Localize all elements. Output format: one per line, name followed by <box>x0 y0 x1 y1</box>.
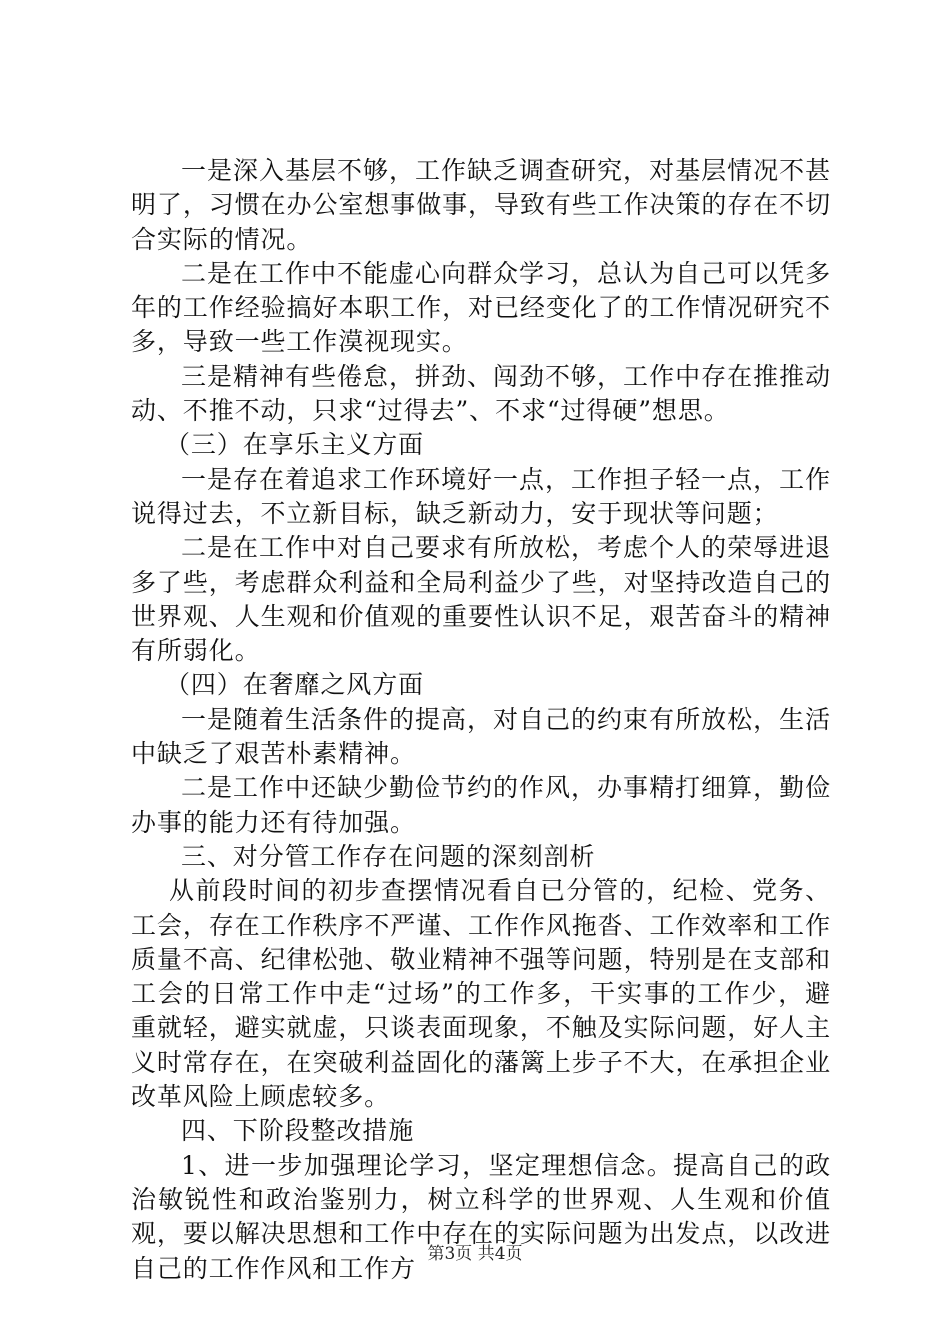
section-heading-measures: 四、下阶段整改措施 <box>181 1116 415 1146</box>
paragraph-point-2: 二是在工作中不能虚心向群众学习，总认为自己可以凭多年的工作经验搞好本职工作，对已经变化了的工作情况研究不多，导致一些工作漠视现实。 <box>131 258 831 357</box>
paragraph-point-1: 一是深入基层不够，工作缺乏调查研究，对基层情况不甚明了，习惯在办公室想事做事，导致有些工作决策的存在不切合实际的情况。 <box>131 156 831 254</box>
paragraph-hedonism-1: 一是存在着追求工作环境好一点，工作担子轻一点，工作说得过去，不立新目标，缺乏新动力，安于现状等问题； <box>131 464 831 528</box>
section-heading-extravagance: （四）在奢靡之风方面 <box>165 670 425 700</box>
paragraph-measure-1: 1、进一步加强理论学习，坚定理想信念。提高自己的政治敏锐性和政治鉴别力，树立科学的世界观、人生观和价值观，要以解决思想和工作中存在的实际问题为出发点，以改进自己的工作作风和工作方 <box>131 1150 831 1283</box>
page-footer: 第3页 共4页 <box>427 1244 523 1264</box>
paragraph-analysis: 从前段时间的初步查摆情况看自已分管的，纪检、党务、工会，存在工作秩序不严谨、工作作风拖沓、工作效率和工作质量不高、纪律松弛、敬业精神不强等问题，特别是在支部和工会的日常工作中走“过场”的工作多，干实事的工作少，避重就轻，避实就虚，只谈表面现象，不触及实际问题，好人主义时常存在，在突破利益固化的藩篱上步子不大，在承担企业改革风险上顾虑较多。 <box>131 876 831 1112</box>
paragraph-point-3: 三是精神有些倦怠，拼劲、闯劲不够，工作中存在推推动动、不推不动，只求“过得去”、不求“过得硬”想思。 <box>131 361 831 426</box>
paragraph-extravagance-2: 二是工作中还缺少勤俭节约的作风，办事精打细算，勤俭办事的能力还有待加强。 <box>131 773 831 837</box>
section-heading-hedonism: （三）在享乐主义方面 <box>165 430 425 460</box>
paragraph-hedonism-2: 二是在工作中对自己要求有所放松，考虑个人的荣辱进退多了些，考虑群众利益和全局利益少了些，对坚持改造自己的世界观、人生观和价值观的重要性认识不足，艰苦奋斗的精神有所弱化。 <box>131 533 831 666</box>
section-heading-analysis: 三、对分管工作存在问题的深刻剖析 <box>181 841 596 871</box>
document-body <box>131 154 831 1286</box>
paragraph-extravagance-1: 一是随着生活条件的提高，对自己的约束有所放松，生活中缺乏了艰苦朴素精神。 <box>131 704 831 769</box>
